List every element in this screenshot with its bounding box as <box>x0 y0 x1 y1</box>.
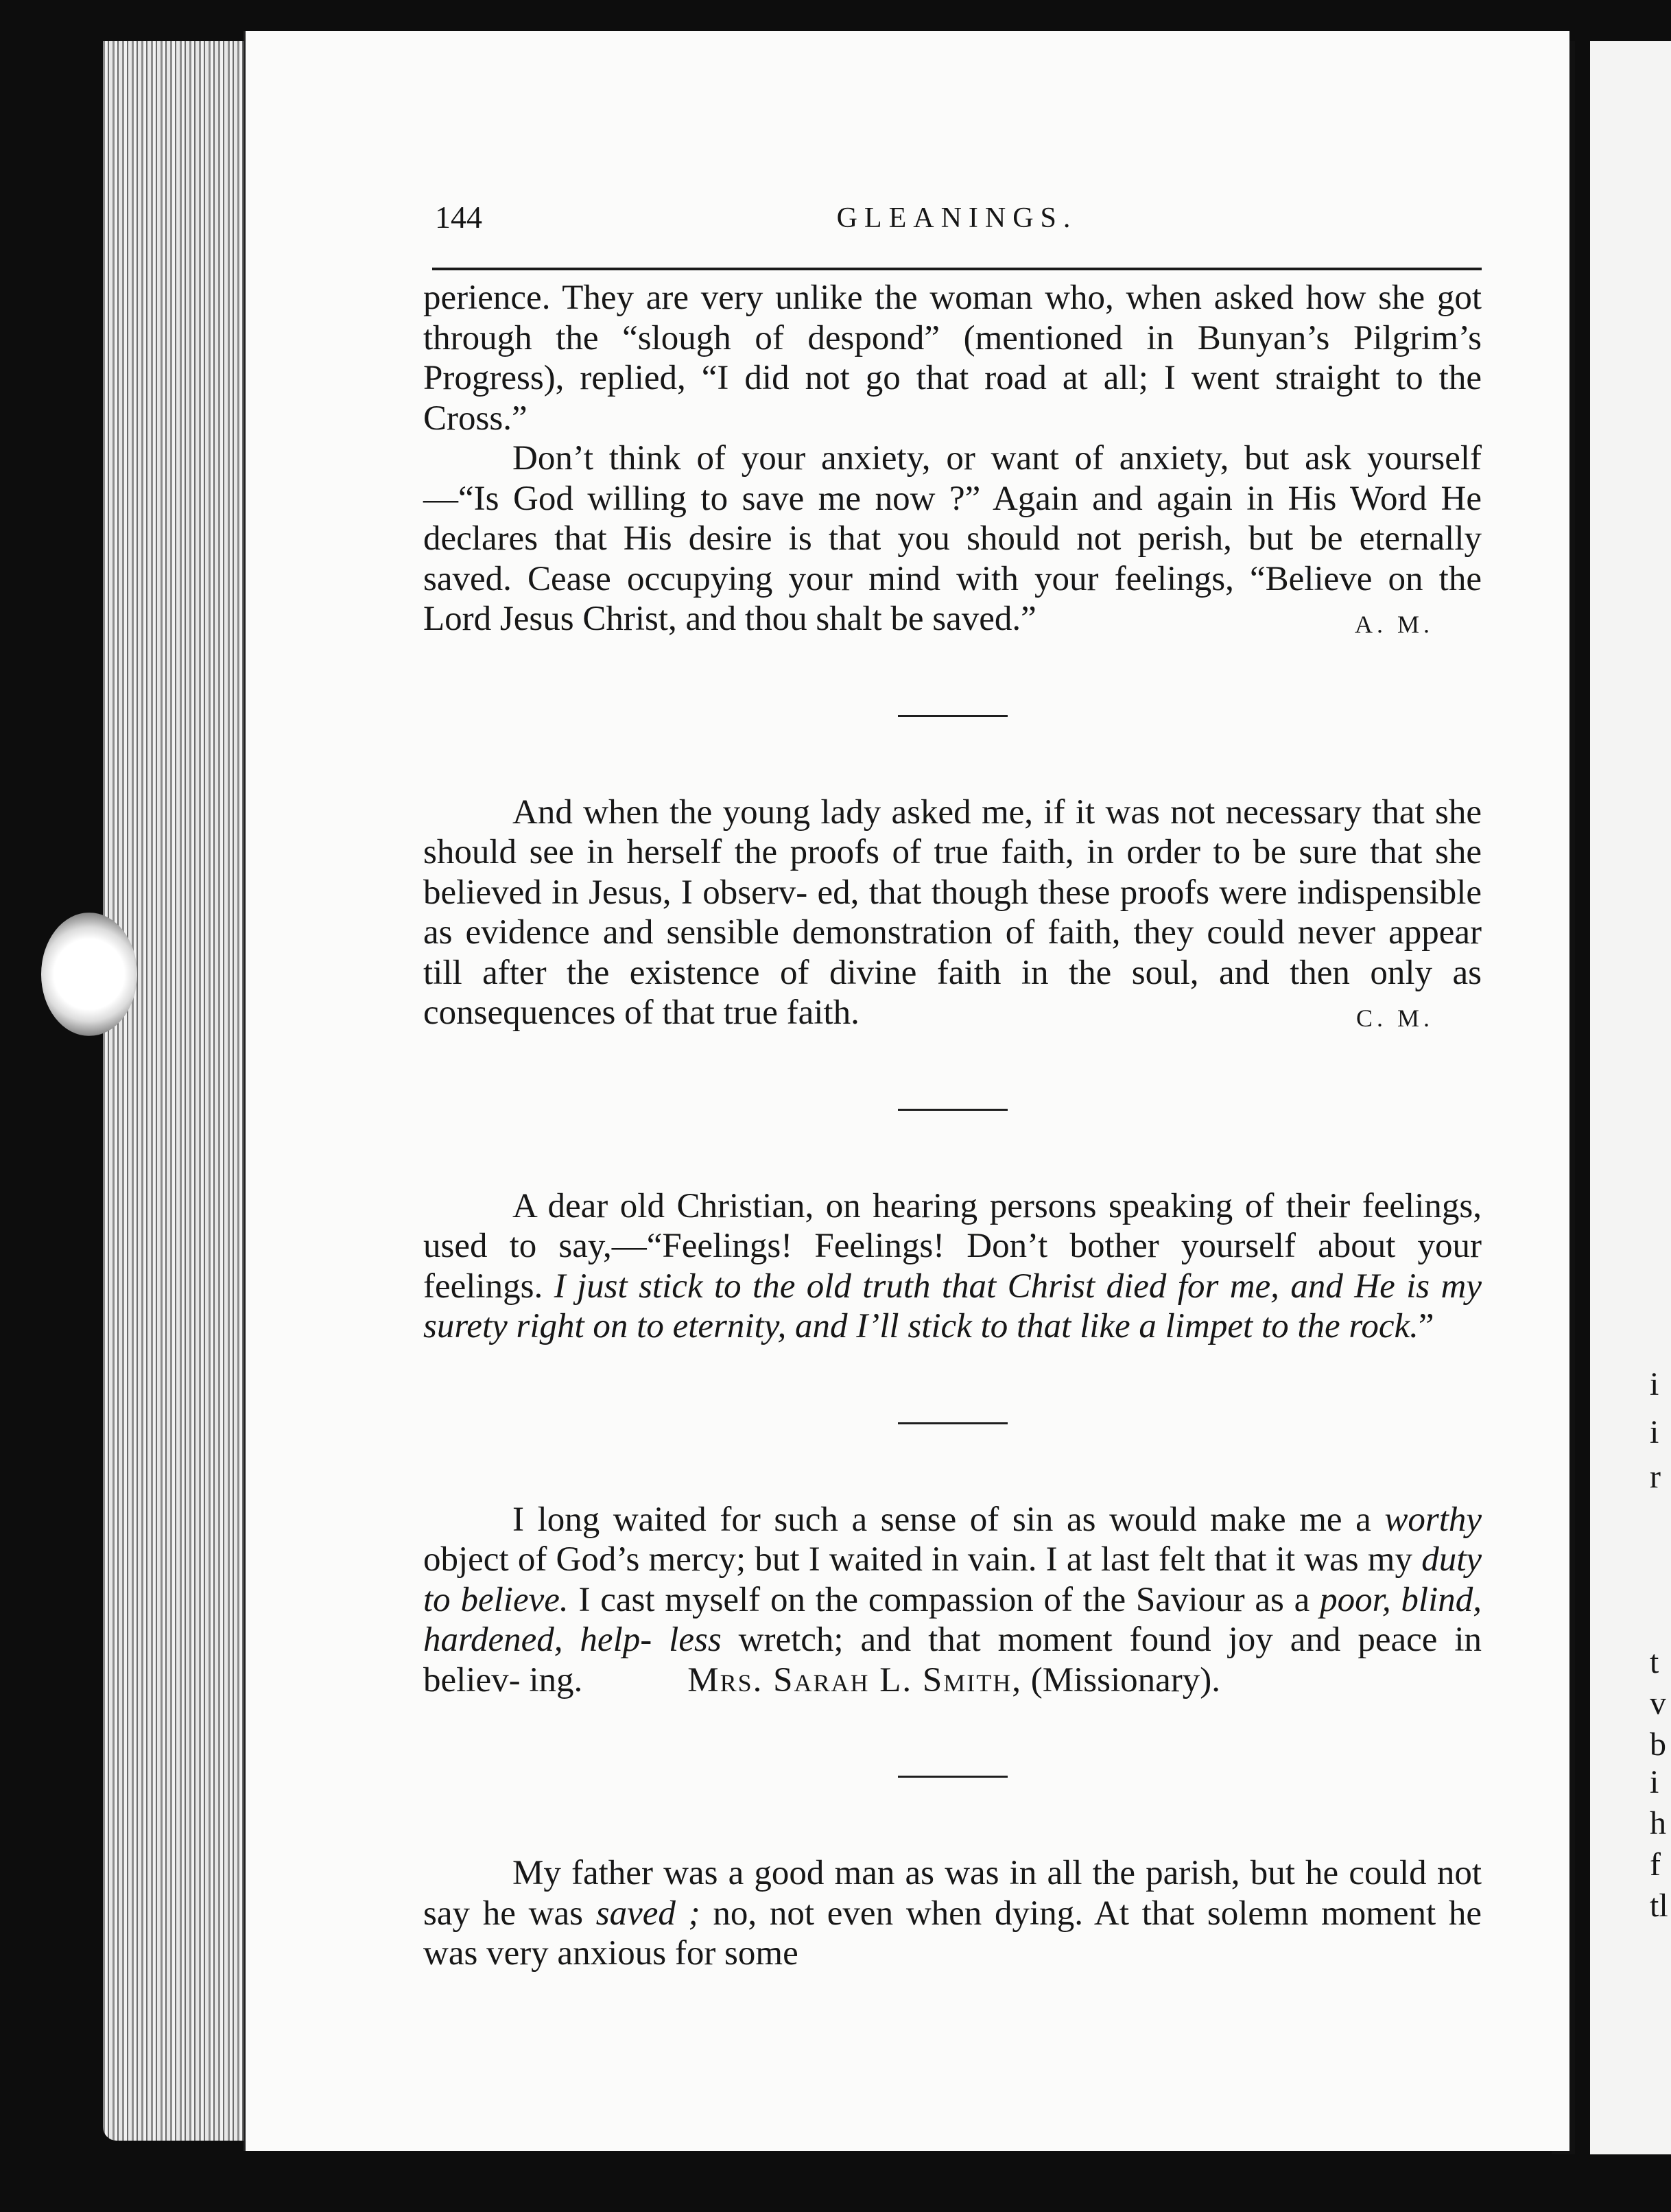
passage-3: And when the young lady asked me, if it was not necessary that she should see in herself the proofs of true faith, in order to be sure that she believed in Jesus, I observ- ed, that though these proofs were indispensible as evidence and sensible demonstration of faith, they could never appear till after the existence of divine faith in the soul, and then only as consequences of that true faith. C. M. <box>423 792 1482 1033</box>
page-body <box>423 278 1482 1974</box>
running-head <box>432 199 1482 247</box>
passage-4: A dear old Christian, on hearing persons speaking of their feelings, used to say,—“Feelings! Feelings! Don’t bother yourself about your feelings. I just stick to the old truth that Christ died for me, and He is my surety right on to eternity, and I’ll stick to that like a limpet to the rock.” <box>423 1186 1482 1345</box>
book-page-edges <box>103 41 247 2141</box>
signature-note: (Missionary). <box>1030 1660 1220 1699</box>
header-rule <box>432 268 1482 270</box>
paper-blemish <box>41 913 137 1036</box>
facing-fragment: b <box>1650 1726 1666 1763</box>
passage-6: My father was a good man as was in all the parish, but he could not say he was saved ; no, not even when dying. At that solemn moment he was very anxious for some <box>423 1854 1482 1973</box>
facing-fragment: h <box>1650 1805 1666 1842</box>
facing-fragment: i <box>1650 1366 1659 1402</box>
page-number: 144 <box>435 200 482 235</box>
facing-fragment: i <box>1650 1764 1659 1800</box>
facing-fragment: t <box>1650 1644 1659 1680</box>
signature-smith: Mrs. Sarah L. Smith, <box>687 1660 1023 1699</box>
passage-1: perience. They are very unlike the woman who, when asked how she got through the “slough of despond” (mentioned in Bunyan’s Pilgrim’s Progress), replied, “I did not go that road at all; I went straight to the Cross.” <box>423 279 1482 438</box>
running-title: GLEANINGS. <box>836 202 1078 234</box>
passage-2: Don’t think of your anxiety, or want of anxiety, but ask yourself—“Is God willing to save me now ?” Again and again in His Word He declares that His desire is that you should not perish, but be eternally saved. Cease occupying your mind with your feelings, “Believe on the Lord Jesus Christ, and thou shalt be saved.” A. M. <box>423 438 1482 639</box>
facing-fragment: f <box>1650 1846 1661 1883</box>
facing-fragment: i <box>1650 1414 1659 1450</box>
facing-fragment: tl <box>1650 1887 1668 1924</box>
facing-fragment: r <box>1650 1459 1661 1495</box>
facing-fragment: v <box>1650 1685 1666 1721</box>
passage-5: I long waited for such a sense of sin as would make me a worthy object of God’s mercy; but I waited in vain. I at last felt that it was my duty to believe. I cast myself on the compassion of the Saviour as a poor, blind, hardened, help- less wretch; and that moment found joy and peace in believ- ing. Mrs. Sarah L. Smith, (Missionary). <box>423 1500 1482 1699</box>
signature-cm: C. M. <box>1355 1004 1434 1032</box>
signature-am: A. M. <box>1354 611 1434 638</box>
